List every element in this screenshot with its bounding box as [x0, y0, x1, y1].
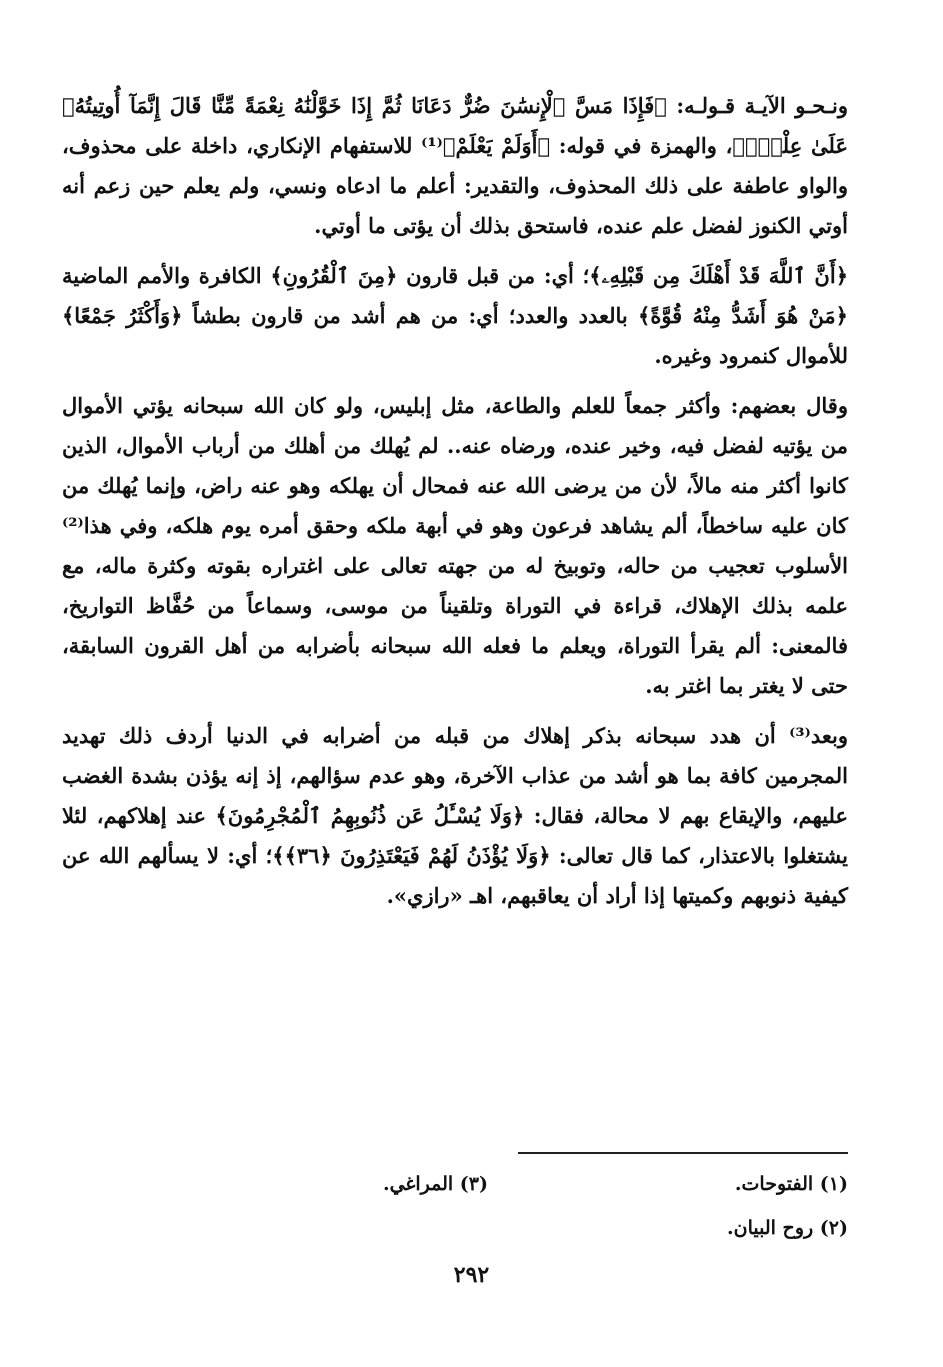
footnote-row-2	[62, 1206, 848, 1250]
paragraph-4: وبعد⁽³⁾ أن هدد سبحانه بذكر إهلاك من قبله من أضرابه في الدنيا أردف ذلك تهديد المجرمين كافة بما هو أشد من عذاب الآخرة، وهو عدم سؤالهم، إذ إنه يؤذن بشدة الغضب عليهم، والإيقاع بهم لا محالة، فقال: ﴿وَلَا يُسْـَٔلُ عَن ذُنُوبِهِمُ ٱلْمُجْرِمُونَ﴾ عند إهلاكهم، لئلا يشتغلوا بالاعتذار، كما قال تعالى: ﴿وَلَا يُؤْذَنُ لَهُمْ فَيَعْتَذِرُونَ ﴿٣٦﴾﴾؛ أي: لا يسألهم الله عن كيفية ذنوبهم وكميتها إذا أراد أن يعاقبهم، اهـ «رازي».	[62, 723, 849, 908]
footnote-row-1	[62, 1162, 848, 1206]
page-number: ٢٩٢	[453, 1262, 490, 1288]
footnote-1: (١) الفتوحات.	[734, 1173, 848, 1195]
footnotes	[62, 1162, 848, 1250]
paragraph-2: ﴿أَنَّ ٱللَّهَ قَدْ أَهْلَكَ مِن قَبْلِهِۦ﴾؛ أي: من قبل قارون ﴿مِنَ ٱلْقُرُونِ﴾ الكافرة والأمم الماضية ﴿مَنْ هُوَ أَشَدُّ مِنْهُ قُوَّةً﴾ بالعدد والعدد؛ أي: من هم أشد من قارون بطشاً ﴿وَأَكْثَرُ جَمْعًا﴾ للأموال كنمرود وغيره.	[62, 263, 848, 368]
footnote-3: (٣) المراغي.	[382, 1173, 488, 1195]
paragraph-3: وقال بعضهم: وأكثر جمعاً للعلم والطاعة، مثل إبليس، ولو كان الله سبحانه يؤتي الأموال من يؤتيه لفضل فيه، وخير عنده، ورضاه عنه.. لم يُهلك من أهلك من أرباب الأموال، الذين كانوا أكثر منه مالاً، لأن من يرضى الله عنه فمحال أن يهلكه وهو عنه راض، وإنما يُهلك من كان عليه ساخطاً، ألم يشاهد فرعون وهو في أبهة ملكه وحقق أمره يوم هلكه، وفي هذا⁽²⁾ الأسلوب تعجيب من حاله، وتوبيخ له من جهته تعالى على اغتراره بقوته وكثرة ماله، مع علمه بذلك الإهلاك، قراءة في التوراة وتلقيناً من موسى، وسماعاً من حُفَّاظ التواريخ، فالمعنى: ألم يقرأ التوراة، ويعلم ما فعله الله سبحانه بأضرابه من أهل القرون السابقة، حتى لا يغتر بما اغتر به.	[62, 393, 848, 698]
main-text	[62, 86, 848, 926]
footnote-2: (٢) روح البيان.	[727, 1217, 848, 1239]
footnote-divider	[518, 1152, 848, 1154]
paragraph-1: ونـحـو الآيـة قـولـه: ﴿فَإِذَا مَسَّ ٱلْإِنسَٰنَ ضُرٌّ دَعَانَا ثُمَّ إِذَا خَوَّلْنَٰهُ نِعْمَةً مِّنَّا قَالَ إِنَّمَآ أُوتِيتُهُۥ عَلَىٰ عِلْمٍۭ﴾، والهمزة في قوله: ﴿أَوَلَمْ يَعْلَمْ﴾⁽¹⁾ للاستفهام الإنكاري، داخلة على محذوف، والواو عاطفة على ذلك المحذوف، والتقدير: أعلم ما ادعاه ونسي، ولم يعلم حين زعم أنه أوتي الكنوز لفضل علم عنده، فاستحق بذلك أن يؤتى ما أوتي.	[62, 93, 848, 238]
